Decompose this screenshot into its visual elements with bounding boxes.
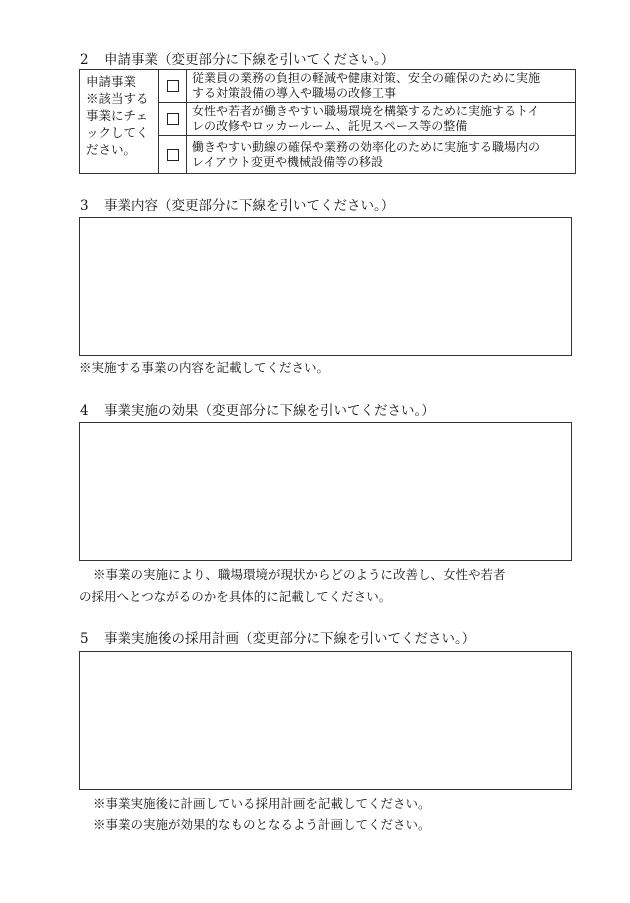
label-line: ※該当する: [86, 91, 149, 106]
label-line: ださい。: [86, 142, 137, 157]
section-2-heading: [80, 52, 394, 68]
item-1-checkbox-cell[interactable]: [159, 70, 187, 103]
section-4-note-line-1: ※事業の実施により、職場環境が現状からどのように改善し、女性や若者: [93, 567, 506, 582]
application-label: [80, 70, 159, 174]
item-1-line-2: する対策設備の導入や職場の改修工事: [192, 86, 397, 100]
item-2-description: [187, 103, 576, 136]
section-4-title: 事業実施の効果（変更部分に下線を引いてください。）: [104, 403, 435, 419]
section-4-number: 4: [80, 403, 89, 419]
section-3-input-box[interactable]: [79, 217, 572, 356]
section-3-heading: [80, 198, 394, 214]
item-3-checkbox[interactable]: [167, 149, 179, 161]
label-line: 申請事業: [86, 74, 137, 89]
section-5-input-box[interactable]: [79, 651, 572, 790]
item-3-checkbox-cell[interactable]: [159, 136, 187, 174]
section-5-number: 5: [80, 631, 89, 647]
section-5-title: 事業実施後の採用計画（変更部分に下線を引いてください。）: [104, 631, 476, 647]
application-table: [79, 69, 576, 174]
item-2-line-1: 女性や若者が働きやすい職場環境を構築するために実施するトイ: [192, 104, 540, 118]
section-5-heading: [80, 631, 475, 647]
section-4-heading: [80, 403, 435, 419]
section-4-input-box[interactable]: [79, 422, 572, 561]
item-2-checkbox[interactable]: [167, 113, 179, 125]
section-3-title: 事業内容（変更部分に下線を引いてください。）: [104, 198, 395, 214]
section-2-number: 2: [80, 52, 89, 68]
item-3-description: [187, 136, 576, 174]
item-1-line-1: 従業員の業務の負担の軽減や健康対策、安全の確保のために実施: [192, 71, 541, 85]
label-line: 事業にチェ: [86, 108, 149, 123]
item-1-checkbox[interactable]: [167, 80, 179, 92]
label-line: ックしてく: [86, 125, 149, 140]
item-3-line-2: レイアウト変更や機械設備等の移設: [192, 154, 384, 169]
item-2-checkbox-cell[interactable]: [159, 103, 187, 136]
section-2-title: 申請事業（変更部分に下線を引いてください。）: [104, 52, 395, 68]
section-5-note-line-1: ※事業実施後に計画している採用計画を記載してください。: [93, 796, 431, 811]
section-4-note-line-2: の採用へとつながるのかを具体的に記載してください。: [79, 589, 392, 604]
section-3-note: ※実施する事業の内容を記載してください。: [79, 360, 330, 375]
item-2-line-2: レの改修やロッカールーム、託児スペース等の整備: [192, 119, 468, 133]
item-1-description: [187, 70, 576, 103]
section-3-number: 3: [80, 198, 89, 214]
item-3-line-1: 働きやすい動線の確保や業務の効率化のために実施する職場内の: [192, 139, 541, 154]
section-5-note-line-2: ※事業の実施が効果的なものとなるよう計画してください。: [93, 817, 431, 832]
